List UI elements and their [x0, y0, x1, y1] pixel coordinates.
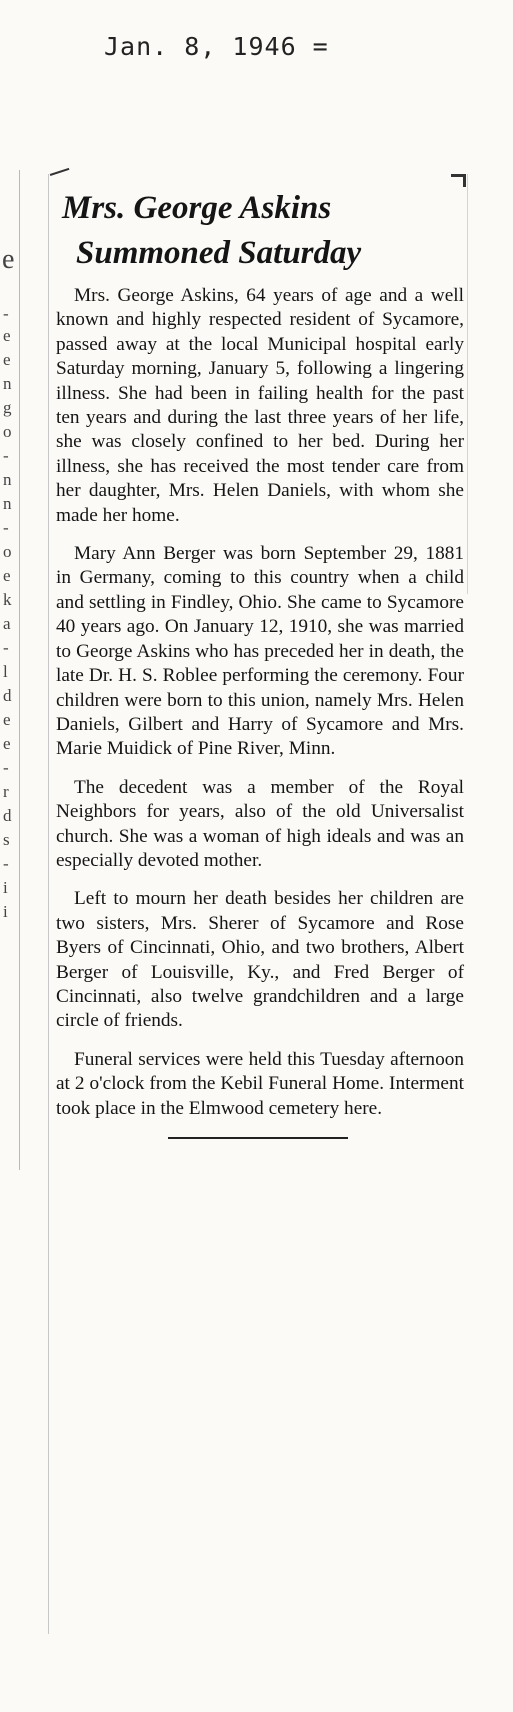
fragment-letter: s	[3, 830, 10, 849]
obituary-clipping	[48, 174, 468, 1634]
article-paragraph: The decedent was a member of the Royal Neighbors for years, also of the old Universalist church. She was a woman of high ideals and was an especially devoted mother.	[56, 776, 464, 871]
fragment-letter: a	[3, 614, 11, 633]
article-paragraph: Mary Ann Berger was born September 29, 1881 in Germany, coming to this country when a child and settling in Findley, Ohio. She came to Sycamore 40 years ago. On January 12, 1910, she was married to George Askins who has preceded her in death, the late Dr. H. S. Roblee performing the ceremony. Four children were born to this union, namely Mrs. Helen Daniels, Gilbert and Harry of Sycamore and Mrs. Marie Muidick of Pine River, Minn.	[56, 543, 464, 760]
fragment-letter: e	[3, 326, 11, 345]
fragment-letter: -	[3, 518, 9, 537]
fragment-letter: k	[3, 590, 12, 609]
fragment-letter: e	[3, 734, 11, 753]
fragment-letter: o	[3, 422, 12, 441]
fragment-letter: -	[3, 304, 9, 323]
fragment-letter: e	[3, 566, 11, 585]
fragment-letter: -	[3, 854, 9, 873]
fragment-letter: e	[3, 710, 11, 729]
column-divider	[19, 170, 20, 1170]
article-paragraph: Mrs. George Askins, 64 years of age and a well known and highly respected resident of Sycamore, passed away at the local Municipal hospital early Saturday morning, January 5, following a lingering illness. She had been in failing health for the past ten years and during the last three years of her life, she was closely confined to her bed. During her illness, she has received the most tender care from her daughter, Mrs. Helen Daniels, with whom she made her home.	[56, 285, 464, 526]
fragment-letter: o	[3, 542, 12, 561]
fragment-letter: i	[3, 902, 8, 921]
clipping-right-border	[467, 174, 468, 594]
headline-line: Mrs. George Askins	[62, 190, 332, 226]
fragment-letter: d	[3, 686, 12, 705]
fragment-letter: -	[3, 446, 9, 465]
article-paragraph: Funeral services were held this Tuesday afternoon at 2 o'clock from the Kebil Funeral Home. Interment took place in the Elmwood cemetery here.	[56, 1048, 464, 1119]
fragment-letter: e	[3, 350, 11, 369]
article-paragraph: Left to mourn her death besides her children are two sisters, Mrs. Sherer of Sycamore and Rose Byers of Cincinnati, Ohio, and two brothers, Albert Berger of Louisville, Ky., and Fred Berger of Cincinnati, also twelve grandchildren and a large circle of friends.	[56, 888, 464, 1032]
clipping-corner-mark	[451, 174, 466, 187]
adjacent-column-fragment	[0, 170, 22, 1170]
clipping-left-border	[48, 174, 49, 1634]
fragment-letter: e	[2, 244, 15, 275]
clipping-date: Jan. 8, 1946 =	[104, 32, 329, 61]
fragment-letter: d	[3, 806, 12, 825]
article-body	[48, 284, 468, 1121]
fragment-letter: n	[3, 374, 12, 393]
headline-line: Summoned Saturday	[76, 235, 362, 271]
fragment-letter: l	[3, 662, 8, 681]
fragment-letter: -	[3, 758, 9, 777]
article-end-rule	[168, 1137, 348, 1139]
fragment-letter: r	[3, 782, 9, 801]
fragment-letter: i	[3, 878, 8, 897]
fragment-letter: -	[3, 638, 9, 657]
fragment-letter: g	[3, 398, 12, 417]
fragment-letter: n	[3, 470, 12, 489]
article-headline	[48, 174, 468, 276]
fragment-letter: n	[3, 494, 12, 513]
